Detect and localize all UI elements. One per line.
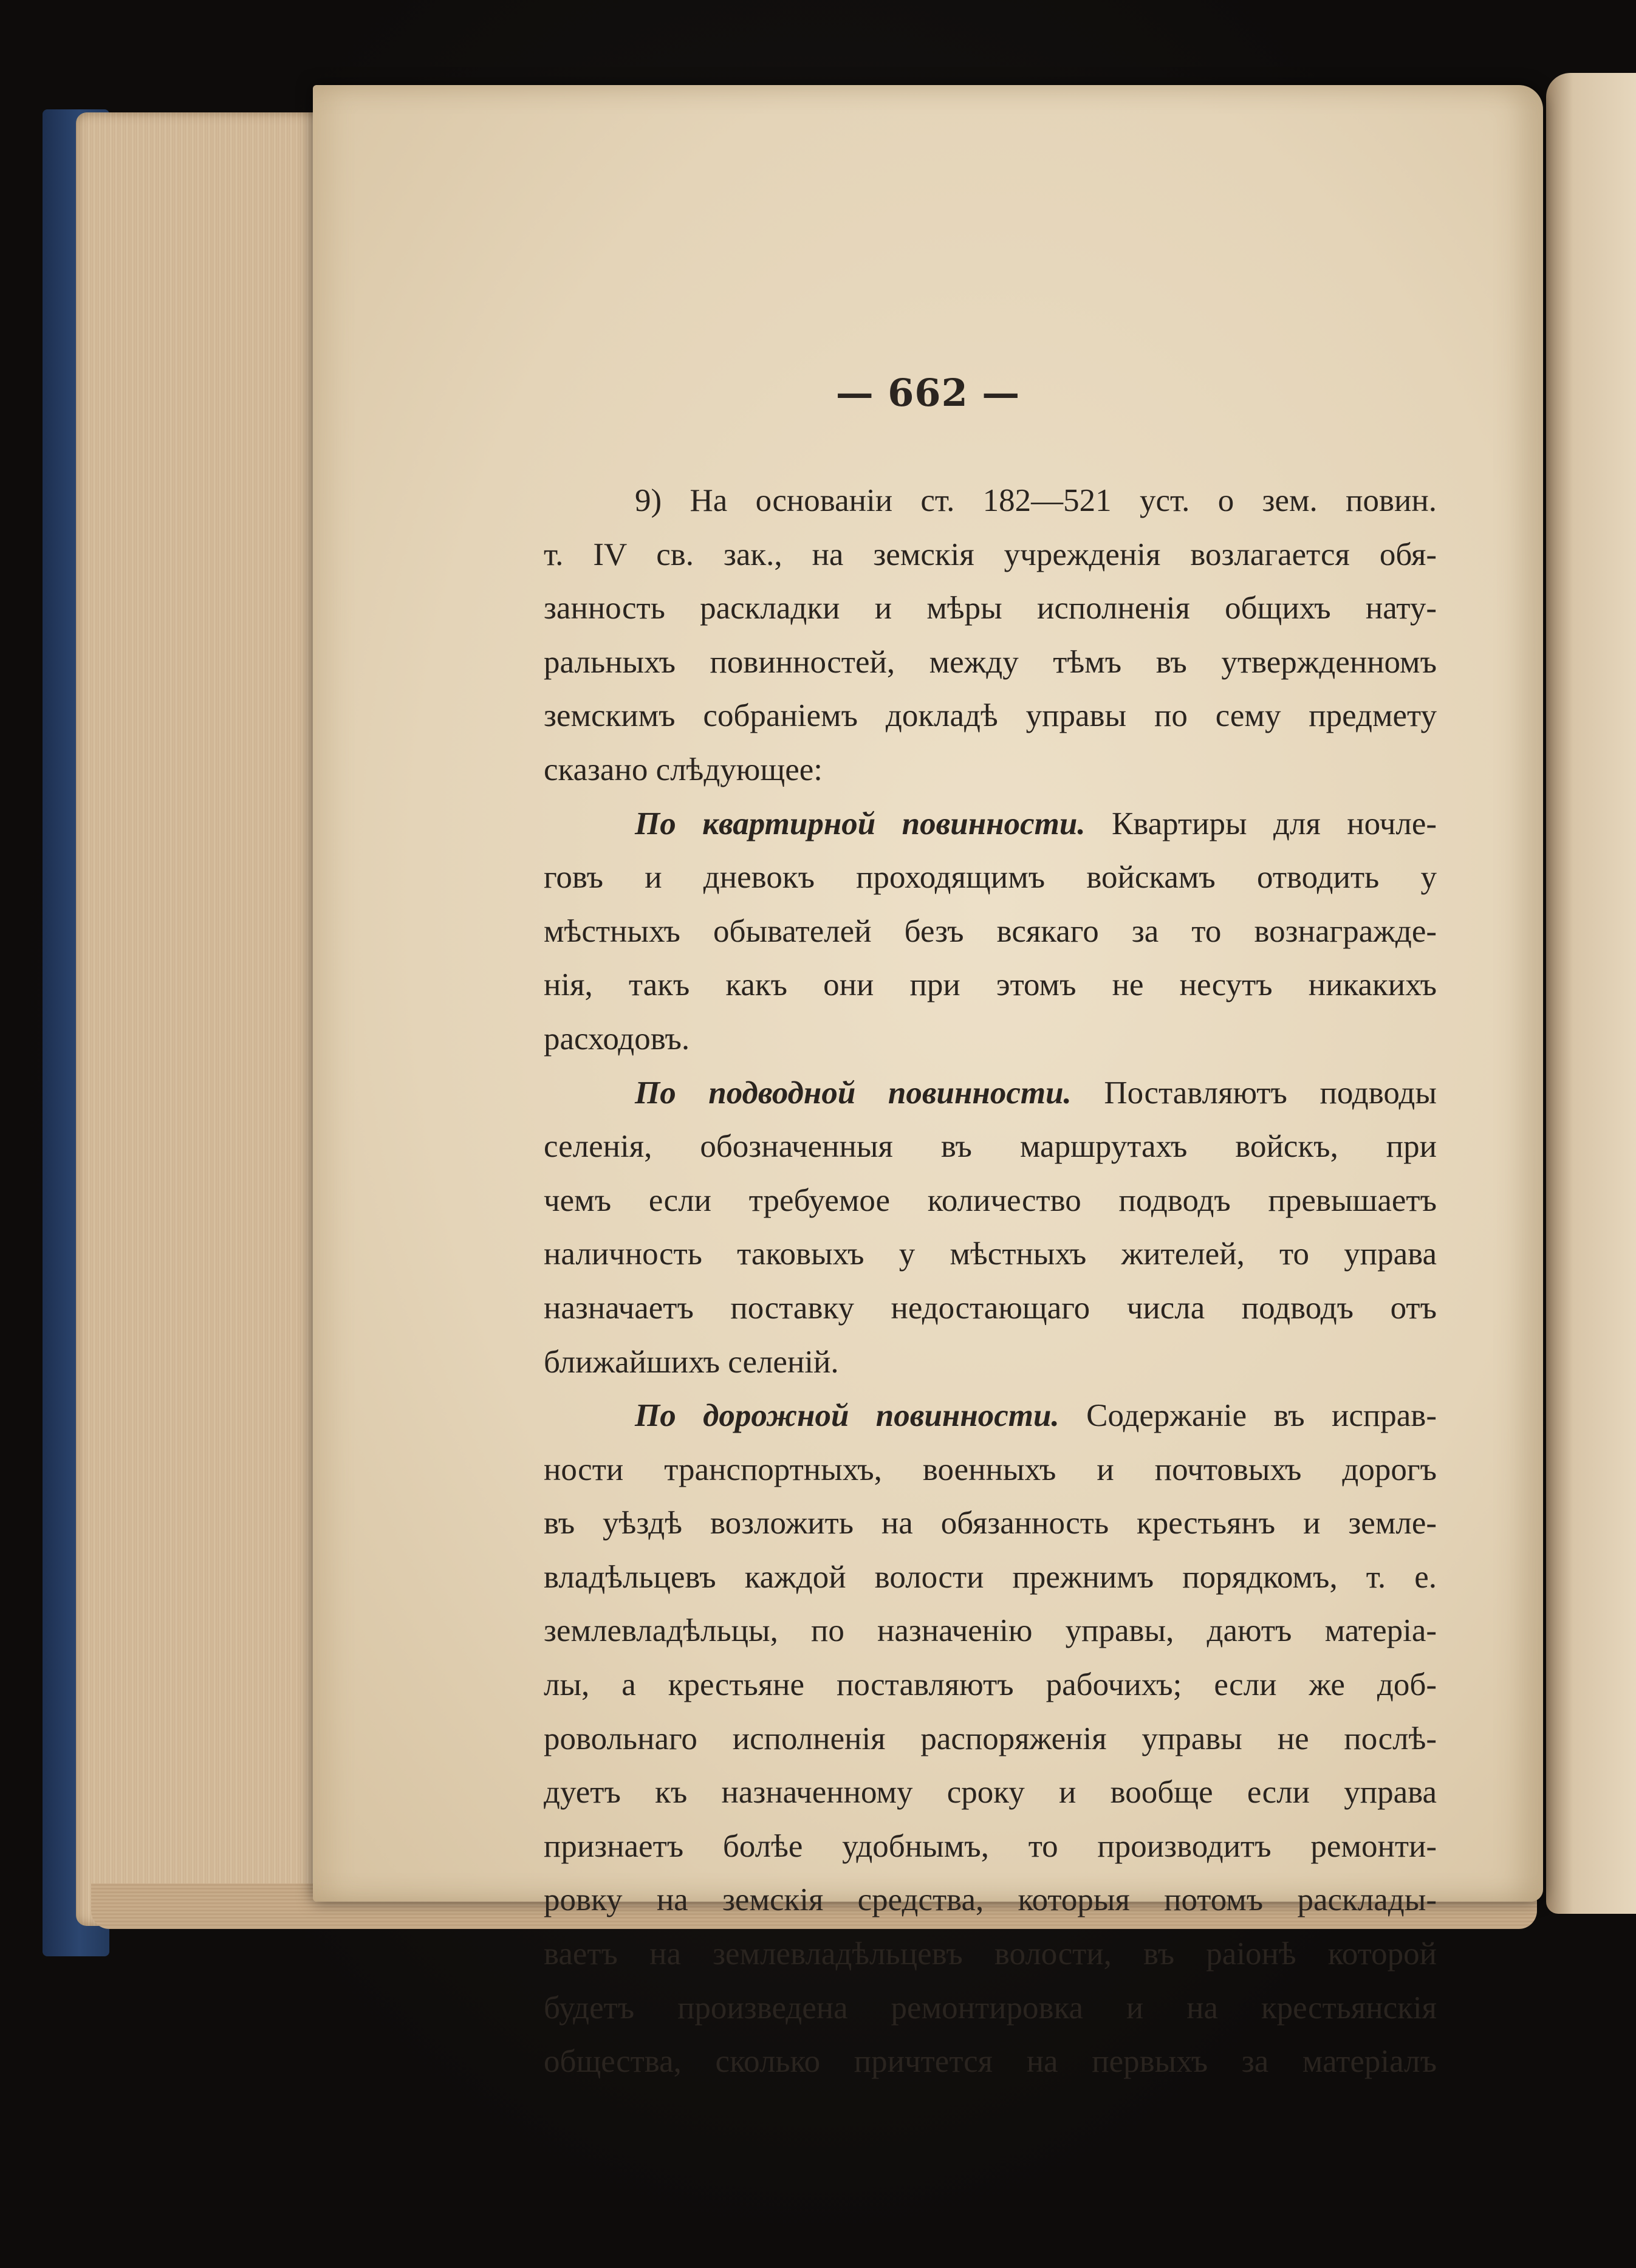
text-line [544,1873,1437,1927]
text-line [544,1550,1437,1605]
line-text: селенія, обозначенныя въ маршрутахъ войскъ, при [544,1129,1437,1165]
text-line [544,1981,1437,2035]
line-text: признаетъ болѣе удобнымъ, то производитъ ремонти- [544,1828,1437,1864]
text-line [544,797,1437,851]
line-text: Содержаніе въ исправ- [1059,1398,1437,1434]
page-block-edge [76,112,343,1926]
line-text: ближайшихъ селеній. [544,1344,839,1380]
line-text: Квартиры для ночле- [1085,806,1437,841]
text-line [544,1496,1437,1550]
line-text: наличность таковыхъ у мѣстныхъ жителей, то управа [544,1236,1437,1272]
text-line [544,1927,1437,1981]
line-text: ровку на земскія средства, которыя потомъ расклады- [544,1882,1437,1918]
text-line [544,1335,1437,1389]
text-line [544,1658,1437,1712]
line-text: лы, а крестьяне поставляютъ рабочихъ; если же доб- [544,1667,1437,1703]
text-line [544,743,1437,797]
text-line [544,1120,1437,1174]
line-text: занность раскладки и мѣры исполненія общихъ нату- [544,591,1437,626]
section-heading: По дорожной повинности. [635,1398,1059,1434]
text-line [544,1389,1437,1443]
facing-page-edge [1546,73,1636,1914]
line-text: назначаетъ поставку недостающаго числа подводъ отъ [544,1290,1437,1326]
line-text: общества, сколько причтется на первыхъ за матеріалъ [544,2044,1437,2080]
text-line [544,1227,1437,1281]
line-text: будетъ произведена ремонтировка и на крестьянскія [544,1990,1437,2026]
text-line [544,689,1437,743]
book-page [313,85,1543,2080]
line-text: т. IV св. зак., на земскія учрежденія возлагается обя- [544,536,1437,572]
line-text: нія, такъ какъ они при этомъ не несутъ никакихъ [544,967,1437,1003]
line-text: чемъ если требуемое количество подводъ превышаетъ [544,1182,1437,1218]
text-line [544,636,1437,690]
line-text: дуетъ къ назначенному сроку и вообще если управа [544,1775,1437,1811]
line-text: землевладѣльцы, по назначенію управы, даютъ матеріа- [544,1613,1437,1649]
line-text: владѣльцевъ каждой волости прежнимъ порядкомъ, т. е. [544,1559,1437,1595]
text-line [544,1174,1437,1228]
text-line [544,958,1437,1012]
text-line [544,1443,1437,1497]
line-text: мѣстныхъ обывателей безъ всякаго за то вознагражде- [544,913,1437,949]
page-body-text [544,474,1437,2089]
text-line [544,1066,1437,1120]
text-line [544,851,1437,905]
text-line [544,1012,1437,1066]
text-line [544,1281,1437,1335]
text-line [544,581,1437,636]
line-text: Поставляютъ подводы [1071,1075,1437,1111]
line-text: сказано слѣдующее: [544,752,823,787]
section-heading: По квартирной повинности. [635,806,1086,841]
text-line [544,528,1437,582]
text-line [544,1766,1437,1820]
line-text: ровольнаго исполненія распоряженія управы не послѣ- [544,1721,1437,1756]
line-text: ваетъ на землевладѣльцевъ волости, въ раіонѣ которой [544,1936,1437,1972]
text-line [544,1820,1437,1874]
line-text: говъ и дневокъ проходящимъ войскамъ отводить у [544,860,1437,896]
line-text: ности транспортныхъ, военныхъ и почтовыхъ дорогъ [544,1451,1437,1487]
section-heading: По подводной повинности. [635,1075,1072,1111]
line-text: въ уѣздѣ возложить на обязанность крестьянъ и земле- [544,1506,1437,1541]
text-line [544,2035,1437,2089]
page-number: — 662 — [835,371,1021,415]
text-line [544,1712,1437,1766]
line-text: земскимъ собраніемъ докладѣ управы по сему предмету [544,698,1437,734]
line-text: 9) На основаніи ст. 182—521 уст. о зем. повин. [635,483,1437,518]
line-text: ральныхъ повинностей, между тѣмъ въ утвержденномъ [544,644,1437,680]
text-line [544,1604,1437,1658]
text-line [544,474,1437,528]
text-line [544,905,1437,959]
line-text: расходовъ. [544,1021,690,1057]
